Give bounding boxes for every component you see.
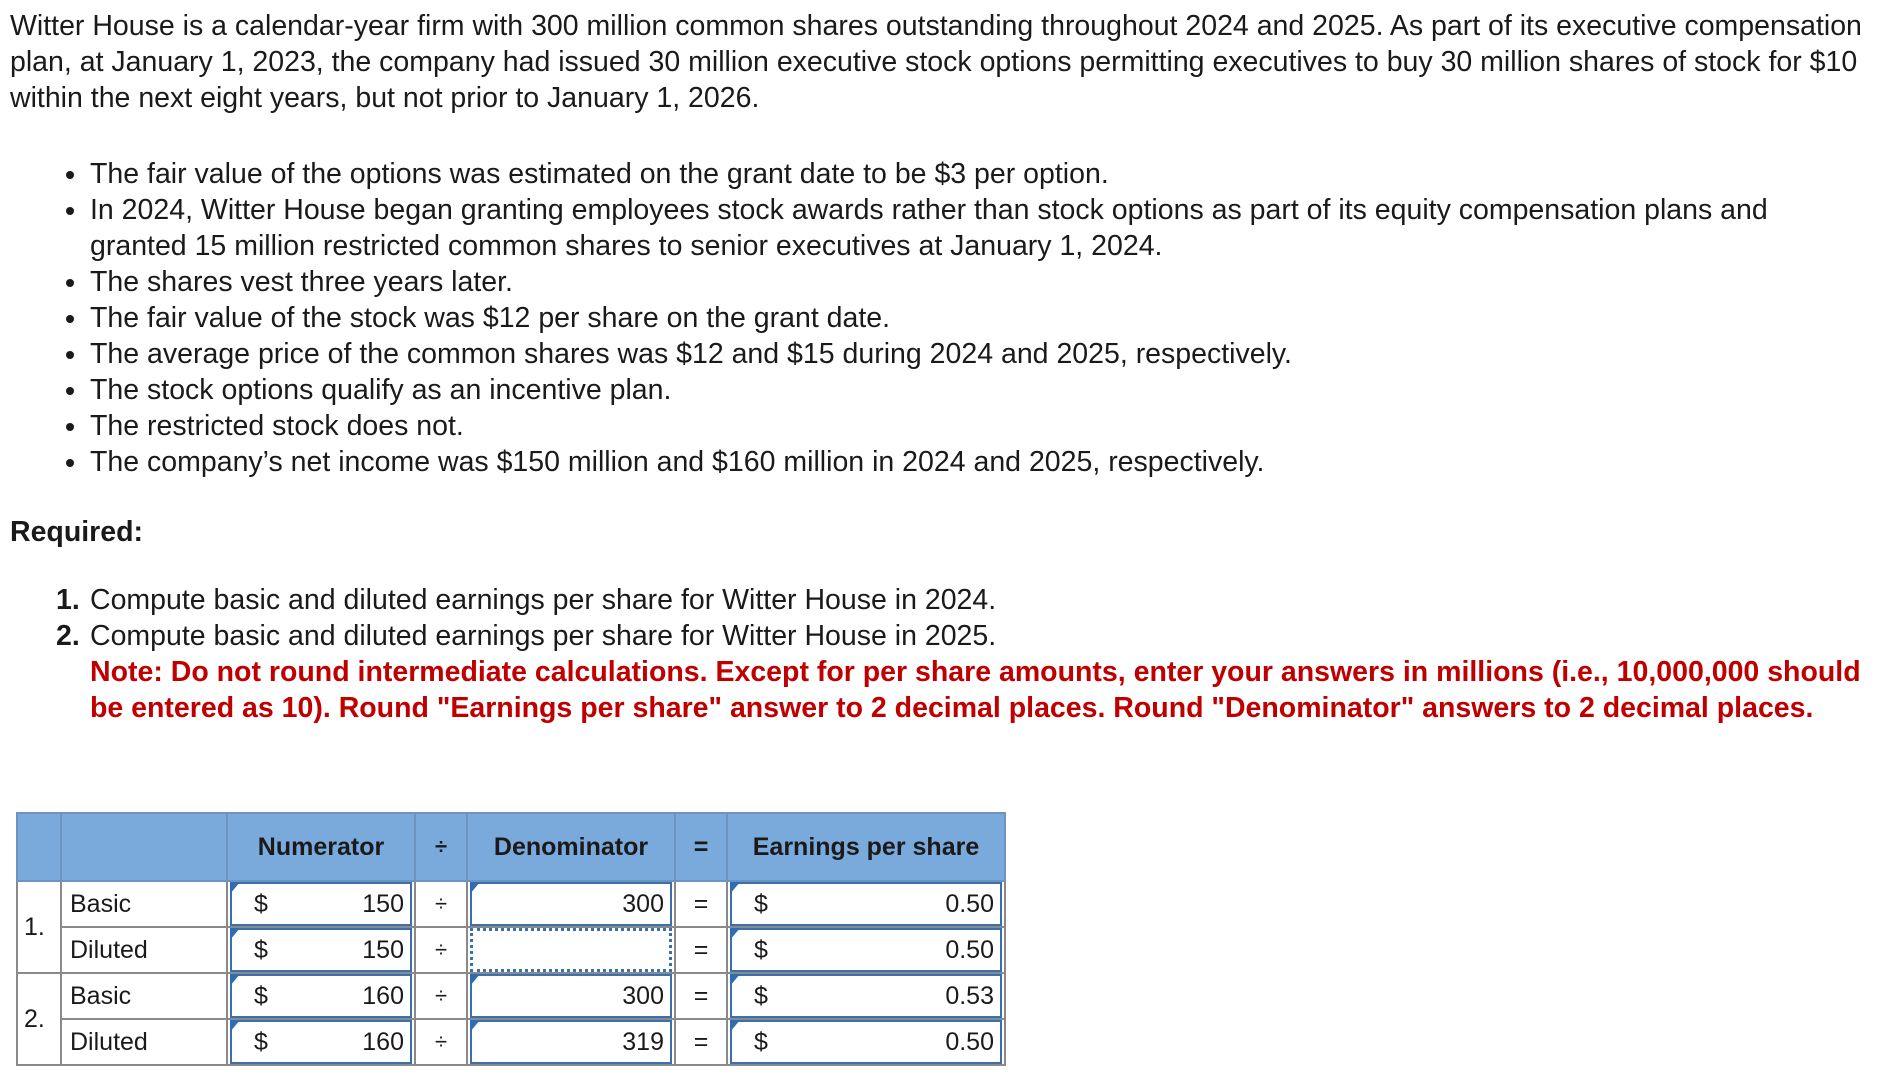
fact-item: In 2024, Witter House began granting employees stock awards rather than stock options as part of its equity compensation plans and granted 15 million restricted common shares to senior executives at January 1, 2024. xyxy=(10,192,1872,264)
denominator-cell xyxy=(467,881,675,927)
group-index: 1. xyxy=(17,881,61,973)
eps-cell xyxy=(727,927,1005,973)
requirement-item xyxy=(10,618,1872,654)
equals-symbol: = xyxy=(675,1019,727,1065)
fact-item: The fair value of the stock was $12 per share on the grant date. xyxy=(10,300,1872,336)
denominator-input[interactable] xyxy=(470,1020,672,1064)
fact-item: The average price of the common shares was $12 and $15 during 2024 and 2025, respectively. xyxy=(10,336,1872,372)
denominator-cell xyxy=(467,973,675,1019)
eps-value: 0.50 xyxy=(945,935,994,964)
equals-symbol: = xyxy=(675,927,727,973)
answer-flag-icon xyxy=(730,974,740,986)
table-row xyxy=(17,927,1005,973)
divide-symbol: ÷ xyxy=(415,881,467,927)
equals-symbol: = xyxy=(675,973,727,1019)
answer-flag-icon xyxy=(730,1020,740,1032)
header-label-cell xyxy=(61,813,227,881)
header-divide: ÷ xyxy=(415,813,467,881)
eps-cell xyxy=(727,1019,1005,1065)
problem-content xyxy=(10,8,1872,726)
table-row xyxy=(17,1019,1005,1065)
eps-value: 0.50 xyxy=(945,1027,994,1056)
header-denominator: Denominator xyxy=(467,813,675,881)
required-heading: Required: xyxy=(10,516,144,548)
eps-value: 0.53 xyxy=(945,981,994,1010)
requirement-item xyxy=(10,582,1872,618)
eps-cell xyxy=(727,881,1005,927)
numerator-input[interactable] xyxy=(230,928,412,972)
numerator-input[interactable] xyxy=(230,882,412,926)
table-row xyxy=(17,881,1005,927)
answer-flag-icon xyxy=(470,1020,480,1032)
row-label: Diluted xyxy=(61,927,227,973)
numerator-input[interactable] xyxy=(230,1020,412,1064)
fact-item: The stock options qualify as an incentive plan. xyxy=(10,372,1872,408)
table-row xyxy=(17,973,1005,1019)
denominator-input[interactable] xyxy=(470,974,672,1018)
currency-symbol: $ xyxy=(754,1027,768,1056)
table-header-row xyxy=(17,813,1005,881)
answer-flag-icon xyxy=(730,928,740,940)
currency-symbol: $ xyxy=(754,889,768,918)
requirement-text: Compute basic and diluted earnings per share for Witter House in 2024. xyxy=(90,584,997,616)
numerator-cell xyxy=(227,927,415,973)
requirement-text: Compute basic and diluted earnings per share for Witter House in 2025. xyxy=(90,620,997,652)
group-index: 2. xyxy=(17,973,61,1065)
denominator-cell xyxy=(467,927,675,973)
answer-flag-icon xyxy=(230,974,240,986)
divide-symbol: ÷ xyxy=(415,973,467,1019)
currency-symbol: $ xyxy=(754,981,768,1010)
denominator-input[interactable] xyxy=(470,882,672,926)
currency-symbol: $ xyxy=(254,1027,268,1056)
currency-symbol: $ xyxy=(254,889,268,918)
denominator-cell xyxy=(467,1019,675,1065)
header-equals: = xyxy=(675,813,727,881)
fact-item: The company’s net income was $150 million and $160 million in 2024 and 2025, respectively. xyxy=(10,444,1872,480)
row-label: Basic xyxy=(61,881,227,927)
currency-symbol: $ xyxy=(254,981,268,1010)
numerator-value: 160 xyxy=(362,981,404,1010)
numerator-value: 150 xyxy=(362,889,404,918)
currency-symbol: $ xyxy=(254,935,268,964)
eps-cell xyxy=(727,973,1005,1019)
eps-input[interactable] xyxy=(730,928,1002,972)
denominator-value: 300 xyxy=(622,981,664,1010)
eps-input[interactable] xyxy=(730,974,1002,1018)
answer-flag-icon xyxy=(470,974,480,986)
requirement-number: 1. xyxy=(56,584,80,616)
header-eps: Earnings per share xyxy=(727,813,1005,881)
divide-symbol: ÷ xyxy=(415,1019,467,1065)
denominator-input[interactable] xyxy=(470,928,672,972)
numerator-value: 160 xyxy=(362,1027,404,1056)
rounding-note: Note: Do not round intermediate calculations. Except for per share amounts, enter your answers in millions (i.e., 10,000,000 should be entered as 10). Round "Earnings per share" answer to 2 decimal places. Round "Denominator" answers to 2 decimal places. xyxy=(90,656,1861,724)
row-label: Diluted xyxy=(61,1019,227,1065)
fact-item: The restricted stock does not. xyxy=(10,408,1872,444)
facts-list xyxy=(10,156,1872,480)
eps-value: 0.50 xyxy=(945,889,994,918)
denominator-value: 300 xyxy=(622,889,664,918)
currency-symbol: $ xyxy=(754,935,768,964)
answer-flag-icon xyxy=(230,1020,240,1032)
row-label: Basic xyxy=(61,973,227,1019)
requirements-list xyxy=(10,582,1872,654)
denominator-value: 319 xyxy=(622,1027,664,1056)
requirement-number: 2. xyxy=(56,620,80,652)
answer-flag-icon xyxy=(230,928,240,940)
numerator-cell xyxy=(227,973,415,1019)
equals-symbol: = xyxy=(675,881,727,927)
answer-flag-icon xyxy=(730,882,740,894)
numerator-cell xyxy=(227,881,415,927)
eps-input[interactable] xyxy=(730,1020,1002,1064)
answer-flag-icon xyxy=(470,882,480,894)
eps-table xyxy=(16,812,1006,1066)
header-index-cell xyxy=(17,813,61,881)
answer-flag-icon xyxy=(230,882,240,894)
numerator-value: 150 xyxy=(362,935,404,964)
numerator-cell xyxy=(227,1019,415,1065)
numerator-input[interactable] xyxy=(230,974,412,1018)
fact-item: The fair value of the options was estimated on the grant date to be $3 per option. xyxy=(10,156,1872,192)
header-numerator: Numerator xyxy=(227,813,415,881)
intro-paragraph: Witter House is a calendar-year firm with 300 million common shares outstanding throughout 2024 and 2025. As part of its executive compensation plan, at January 1, 2023, the company had issued 30 million executive stock options permitting executives to buy 30 million shares of stock for $10 within the next eight years, but not prior to January 1, 2026. xyxy=(10,10,1862,114)
eps-input[interactable] xyxy=(730,882,1002,926)
fact-item: The shares vest three years later. xyxy=(10,264,1872,300)
divide-symbol: ÷ xyxy=(415,927,467,973)
